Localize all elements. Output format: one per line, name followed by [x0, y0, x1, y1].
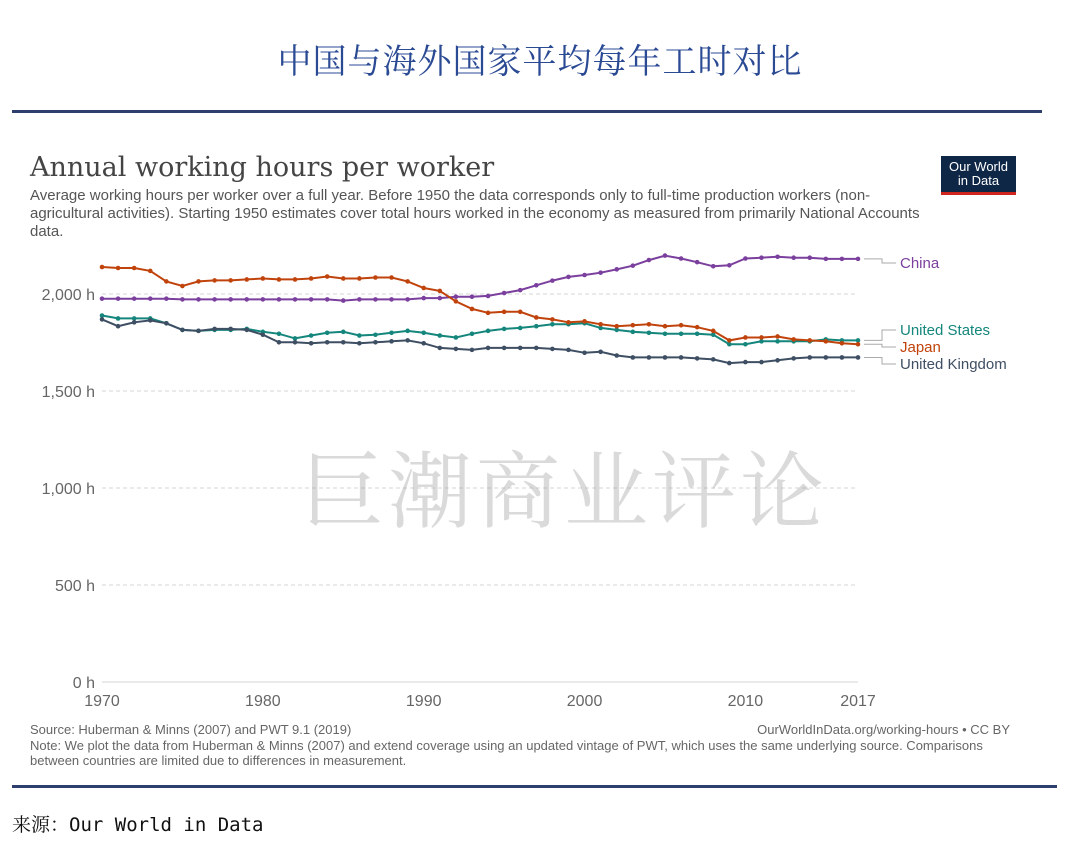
data-point [100, 265, 105, 270]
data-point [228, 278, 233, 283]
data-point [647, 258, 652, 263]
data-point [663, 331, 668, 336]
data-point [840, 355, 845, 360]
y-tick-label: 2,000 h [41, 287, 95, 304]
x-tick-label: 2017 [840, 693, 876, 710]
data-point [663, 324, 668, 329]
y-tick-label: 500 h [54, 578, 95, 595]
x-tick-label: 2010 [727, 693, 764, 710]
series-line-united-kingdom [102, 319, 858, 363]
data-point [293, 277, 298, 282]
data-point [116, 266, 121, 271]
series-label: United States [900, 322, 991, 339]
x-tick-label: 2000 [566, 693, 603, 710]
series-label: China [900, 255, 940, 272]
data-point [421, 286, 426, 291]
data-point [486, 294, 491, 299]
owid-logo[interactable] [941, 156, 1016, 195]
data-point [180, 297, 185, 302]
data-point [325, 274, 330, 279]
data-point [647, 331, 652, 336]
data-point [631, 355, 636, 360]
data-point [212, 278, 217, 283]
data-point [357, 341, 362, 346]
data-point [470, 294, 475, 299]
data-point [244, 277, 249, 282]
data-point [454, 294, 459, 299]
series-label-connector [864, 259, 896, 263]
data-point [357, 276, 362, 281]
x-tick-label: 1970 [84, 693, 120, 710]
data-point [100, 296, 105, 301]
data-point [470, 348, 475, 353]
data-point [502, 327, 507, 332]
data-point [164, 279, 169, 284]
data-point [647, 355, 652, 360]
data-point [663, 253, 668, 258]
data-point [775, 339, 780, 344]
data-point [277, 340, 282, 345]
data-point [116, 316, 121, 321]
data-point [824, 257, 829, 262]
data-point [663, 355, 668, 360]
data-point [389, 297, 394, 302]
data-point [775, 334, 780, 339]
data-point [518, 346, 523, 351]
data-point [534, 346, 539, 351]
data-point [502, 310, 507, 315]
data-point [807, 338, 812, 343]
data-point [164, 321, 169, 326]
data-point [614, 324, 619, 329]
data-point [759, 255, 764, 260]
data-point [212, 327, 217, 332]
data-point [631, 263, 636, 268]
data-point [486, 311, 491, 316]
data-point [582, 273, 587, 278]
data-point [759, 360, 764, 365]
data-point [100, 317, 105, 322]
data-point [164, 296, 169, 301]
data-point [421, 296, 426, 301]
watermark: 巨潮商业评论 [300, 443, 829, 541]
data-point [244, 297, 249, 302]
data-point [470, 331, 475, 336]
data-point [566, 348, 571, 353]
data-point [759, 335, 764, 340]
data-point [454, 335, 459, 340]
data-point [743, 256, 748, 261]
series-label: Japan [900, 339, 941, 356]
data-point [582, 350, 587, 355]
data-point [405, 297, 410, 302]
series-label: United Kingdom [900, 356, 1007, 373]
x-tick-label: 1980 [245, 693, 281, 710]
data-point [180, 284, 185, 289]
data-point [325, 340, 330, 345]
data-point [743, 335, 748, 340]
data-point [261, 297, 266, 302]
data-point [132, 320, 137, 325]
data-point [373, 275, 378, 280]
data-point [824, 339, 829, 344]
chart-subtitle: Average working hours per worker over a full year. Before 1950 the data corresponds only to full-time production workers (non-agricultural activities). Starting 1950 estimates cover total hours worked in the economy as measured from primarily National Accounts data. [30, 187, 920, 240]
data-point [357, 333, 362, 338]
data-point [486, 346, 491, 351]
data-point [518, 326, 523, 331]
data-point [437, 333, 442, 338]
data-point [212, 297, 217, 302]
chart-note: Note: We plot the data from Huberman & Minns (2007) and extend coverage using an updated vintage of PWT, which uses the same underlying source. Comparisons between countries are limited due to differences in measurement. [30, 738, 983, 768]
data-point [405, 279, 410, 284]
data-point [550, 317, 555, 322]
data-point [309, 297, 314, 302]
data-point [470, 307, 475, 312]
data-point [743, 342, 748, 347]
data-point [727, 263, 732, 268]
chart-source: Source: Huberman & Minns (2007) and PWT 9.1 (2019) [30, 722, 352, 737]
data-point [148, 296, 153, 301]
data-point [261, 332, 266, 337]
data-point [389, 339, 394, 344]
data-point [679, 355, 684, 360]
footer-source: 来源：Our World in Data [12, 814, 264, 836]
data-point [550, 322, 555, 327]
data-point [727, 361, 732, 366]
chart-title: Annual working hours per worker [30, 152, 495, 183]
data-point [631, 323, 636, 328]
data-point [534, 315, 539, 320]
series-label-connector [864, 330, 896, 340]
data-point [437, 346, 442, 351]
chart-source-url[interactable]: OurWorldInData.org/working-hours • CC BY [757, 722, 1010, 737]
series-label-connector [864, 357, 896, 364]
data-point [341, 330, 346, 335]
data-point [518, 288, 523, 293]
data-point [502, 346, 507, 351]
data-point [695, 260, 700, 265]
data-point [196, 279, 201, 284]
data-point [711, 357, 716, 362]
data-point [711, 264, 716, 269]
data-point [614, 267, 619, 272]
data-point [550, 347, 555, 352]
data-point [791, 337, 796, 342]
data-point [679, 323, 684, 328]
data-point [309, 333, 314, 338]
data-point [437, 289, 442, 294]
data-point [598, 270, 603, 275]
data-point [405, 329, 410, 334]
data-point [743, 360, 748, 365]
data-point [325, 297, 330, 302]
data-point [486, 329, 491, 334]
data-point [373, 297, 378, 302]
data-point [277, 277, 282, 282]
data-point [261, 276, 266, 281]
data-point [856, 355, 861, 360]
data-point [309, 341, 314, 346]
y-tick-label: 1,500 h [41, 384, 95, 401]
data-point [405, 338, 410, 343]
data-point [679, 331, 684, 336]
data-point [228, 297, 233, 302]
data-point [791, 255, 796, 260]
data-point [341, 276, 346, 281]
data-point [116, 296, 121, 301]
data-point [807, 355, 812, 360]
data-point [502, 291, 507, 296]
data-point [791, 356, 796, 361]
data-point [454, 299, 459, 304]
data-point [437, 296, 442, 301]
data-point [373, 332, 378, 337]
data-point [518, 310, 523, 315]
bottom-divider [12, 785, 1057, 788]
data-point [840, 257, 845, 262]
data-point [711, 329, 716, 334]
data-point [695, 331, 700, 336]
series-label-connector [864, 344, 896, 347]
data-point [679, 256, 684, 261]
data-point [389, 275, 394, 280]
data-point [132, 266, 137, 271]
x-tick-label: 1990 [405, 693, 442, 710]
data-point [341, 298, 346, 303]
data-point [775, 358, 780, 363]
data-point [148, 318, 153, 323]
data-point [807, 255, 812, 260]
data-point [293, 340, 298, 345]
data-point [598, 350, 603, 355]
data-point [293, 297, 298, 302]
data-point [309, 276, 314, 281]
data-point [534, 283, 539, 288]
data-point [116, 324, 121, 329]
owid-logo-line2: in Data [957, 173, 1000, 188]
data-point [196, 329, 201, 334]
data-point [341, 340, 346, 345]
data-point [228, 327, 233, 332]
owid-logo-line1: Our World [949, 159, 1008, 174]
data-point [277, 331, 282, 336]
data-point [856, 257, 861, 262]
data-point [727, 338, 732, 343]
data-point [775, 254, 780, 259]
top-divider [12, 110, 1042, 113]
data-point [244, 328, 249, 333]
data-point [196, 297, 201, 302]
data-point [550, 278, 555, 283]
data-point [631, 330, 636, 335]
data-point [357, 297, 362, 302]
y-tick-label: 1,000 h [41, 481, 95, 498]
data-point [566, 320, 571, 325]
data-point [824, 355, 829, 360]
data-point [373, 340, 378, 345]
data-point [389, 331, 394, 336]
data-point [421, 331, 426, 336]
slide-title: 中国与海外国家平均每年工时对比 [277, 42, 803, 82]
y-tick-label: 0 h [72, 675, 95, 692]
data-point [598, 322, 603, 327]
data-point [582, 319, 587, 324]
data-point [647, 322, 652, 327]
data-point [614, 353, 619, 358]
data-point [325, 331, 330, 336]
data-point [421, 341, 426, 346]
data-point [454, 347, 459, 352]
data-point [856, 342, 861, 347]
data-point [840, 341, 845, 346]
data-point [132, 296, 137, 301]
data-point [566, 275, 571, 280]
data-point [534, 324, 539, 329]
data-point [277, 297, 282, 302]
data-point [148, 269, 153, 274]
data-point [180, 328, 185, 333]
data-point [695, 325, 700, 330]
data-point [695, 356, 700, 361]
